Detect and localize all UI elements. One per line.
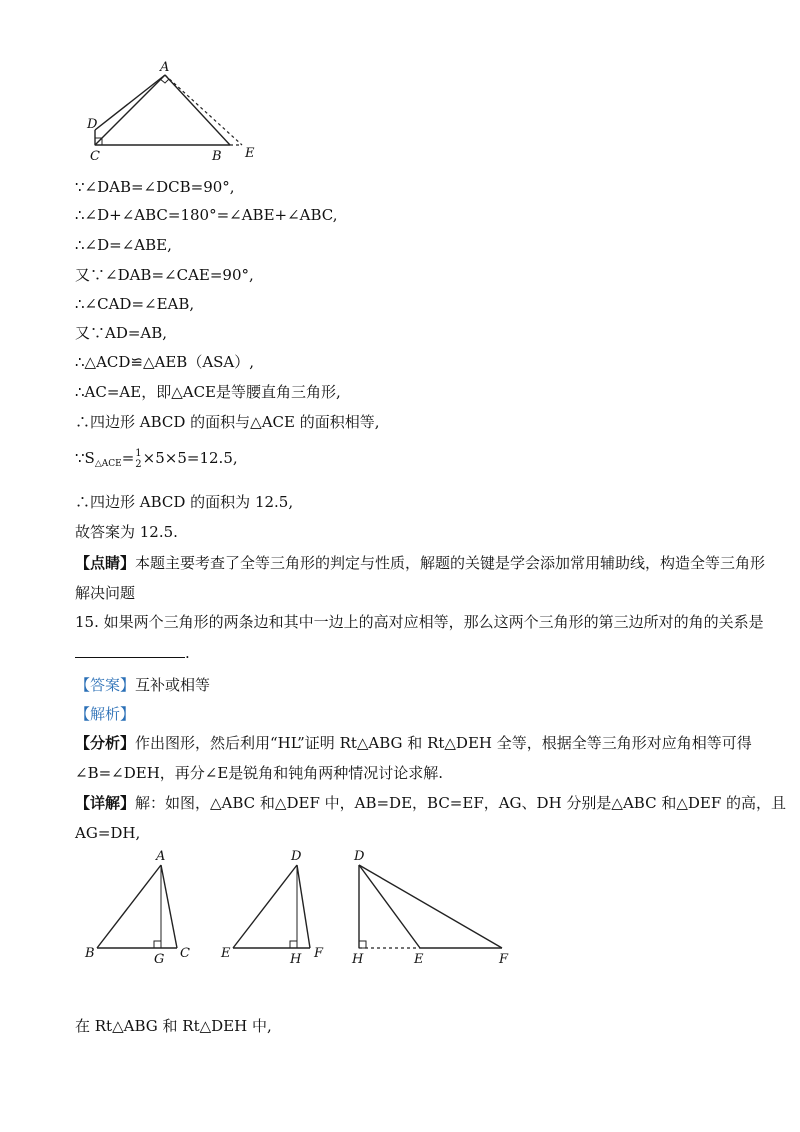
proof-line-4: 又∵∠DAB=∠CAE=90°,: [75, 266, 254, 284]
area-rest: ×5×5=12.5,: [142, 449, 238, 467]
tri1-side-ab: [97, 865, 161, 948]
proof-line-2: ∴∠D+∠ABC=180°=∠ABE+∠ABC,: [75, 206, 338, 224]
proof-line-10-area-formula: [75, 448, 238, 474]
fenxi-tag: 【分析】: [75, 734, 136, 752]
tri2-side-de: [233, 865, 297, 948]
comment-tag: 【点睛】: [75, 554, 136, 572]
tri2-side-df: [297, 865, 310, 948]
detail-line-1: [75, 793, 786, 813]
detail-text-1: 解：如图，△ABC 和△DEF 中，AB=DE，BC=EF，AG、DH 分别是△ABC 和△DEF 的高，且: [135, 794, 787, 812]
answer-blank: [75, 643, 185, 658]
final-line: 在 Rt△ABG 和 Rt△DEH 中,: [75, 1017, 272, 1035]
segment-ab: [165, 75, 230, 145]
question-15-end: .: [185, 644, 190, 662]
proof-line-7: ∴△ACD≌△AEB（ASA）,: [75, 353, 255, 371]
tri1-side-ac: [161, 865, 177, 948]
question-15-blank-line: [75, 643, 190, 663]
tri1-label-a: A: [156, 849, 166, 864]
segment-da: [95, 75, 165, 130]
comment-line-1: [75, 553, 765, 573]
proof-line-3: ∴∠D=∠ABE,: [75, 236, 172, 254]
proof-line-5: ∴∠CAD=∠EAB,: [75, 295, 195, 313]
tri2-label-d: D: [291, 849, 302, 864]
fenxi-line-2: ∠B=∠DEH，再分∠E是锐角和钝角两种情况讨论求解.: [75, 764, 444, 782]
proof-line-12: 故答案为 12.5.: [75, 523, 178, 541]
proof-line-1: ∵∠DAB=∠DCB=90°,: [75, 178, 235, 196]
tri3-label-e: E: [414, 952, 424, 967]
label-c: C: [90, 149, 100, 164]
figure-three-triangles: [80, 845, 530, 970]
fenxi-line-1: [75, 733, 752, 753]
proof-line-8: ∴AC=AE，即△ACE是等腰直角三角形,: [75, 383, 341, 401]
detail-tag: 【详解】: [75, 794, 136, 812]
comment-text-1: 本题主要考查了全等三角形的判定与性质，解题的关键是学会添加常用辅助线，构造全等三角形: [135, 554, 766, 572]
analysis-tag: 【解析】: [75, 705, 136, 723]
area-prefix: ∵S: [75, 449, 95, 467]
answer-line: [75, 675, 210, 695]
tri1-label-c: C: [180, 946, 190, 961]
tri3-right-angle-mark: [359, 941, 366, 948]
tri1-label-b: B: [85, 946, 95, 961]
tri2-label-h: H: [290, 952, 302, 967]
tri3-side-de: [359, 865, 420, 948]
segment-ca: [95, 75, 165, 145]
area-equals: =: [121, 449, 135, 467]
proof-line-6: 又∵AD=AB,: [75, 324, 168, 342]
figure-quadrilateral-abcd: [80, 55, 280, 170]
label-e: E: [245, 146, 255, 161]
proof-line-9: ∴四边形 ABCD 的面积与△ACE 的面积相等,: [75, 413, 380, 431]
fraction-one-half: [135, 448, 141, 470]
proof-line-11: ∴四边形 ABCD 的面积为 12.5,: [75, 493, 294, 511]
answer-tag: 【答案】: [75, 676, 136, 694]
tri2-label-f: F: [314, 946, 324, 961]
tri1-label-g: G: [154, 952, 165, 967]
fenxi-text-1: 作出图形，然后利用“HL”证明 Rt△ABG 和 Rt△DEH 全等，根据全等三角形对应角相等可得: [135, 734, 752, 752]
detail-line-2: AG=DH,: [75, 824, 141, 842]
tri3-side-df: [359, 865, 502, 948]
segment-ae-dashed: [165, 75, 242, 145]
comment-line-2: 解决问题: [75, 584, 136, 602]
tri2-label-e: E: [221, 946, 231, 961]
tri1-right-angle-mark: [154, 941, 161, 948]
tri3-label-d: D: [354, 849, 365, 864]
right-angle-mark-a: [160, 79, 169, 83]
fraction-numerator: 1: [135, 448, 142, 459]
question-15-text: 15. 如果两个三角形的两条边和其中一边上的高对应相等，那么这两个三角形的第三边所对的角的关系是: [75, 613, 764, 631]
area-subscript: △ACE: [94, 459, 122, 469]
answer-text: 互补或相等: [135, 676, 211, 694]
label-a: A: [160, 60, 170, 75]
label-d: D: [87, 117, 98, 132]
label-b: B: [212, 149, 222, 164]
fraction-denominator: 2: [135, 459, 142, 470]
tri3-label-h: H: [352, 952, 364, 967]
tri3-label-f: F: [499, 952, 509, 967]
tri2-right-angle-mark: [290, 941, 297, 948]
